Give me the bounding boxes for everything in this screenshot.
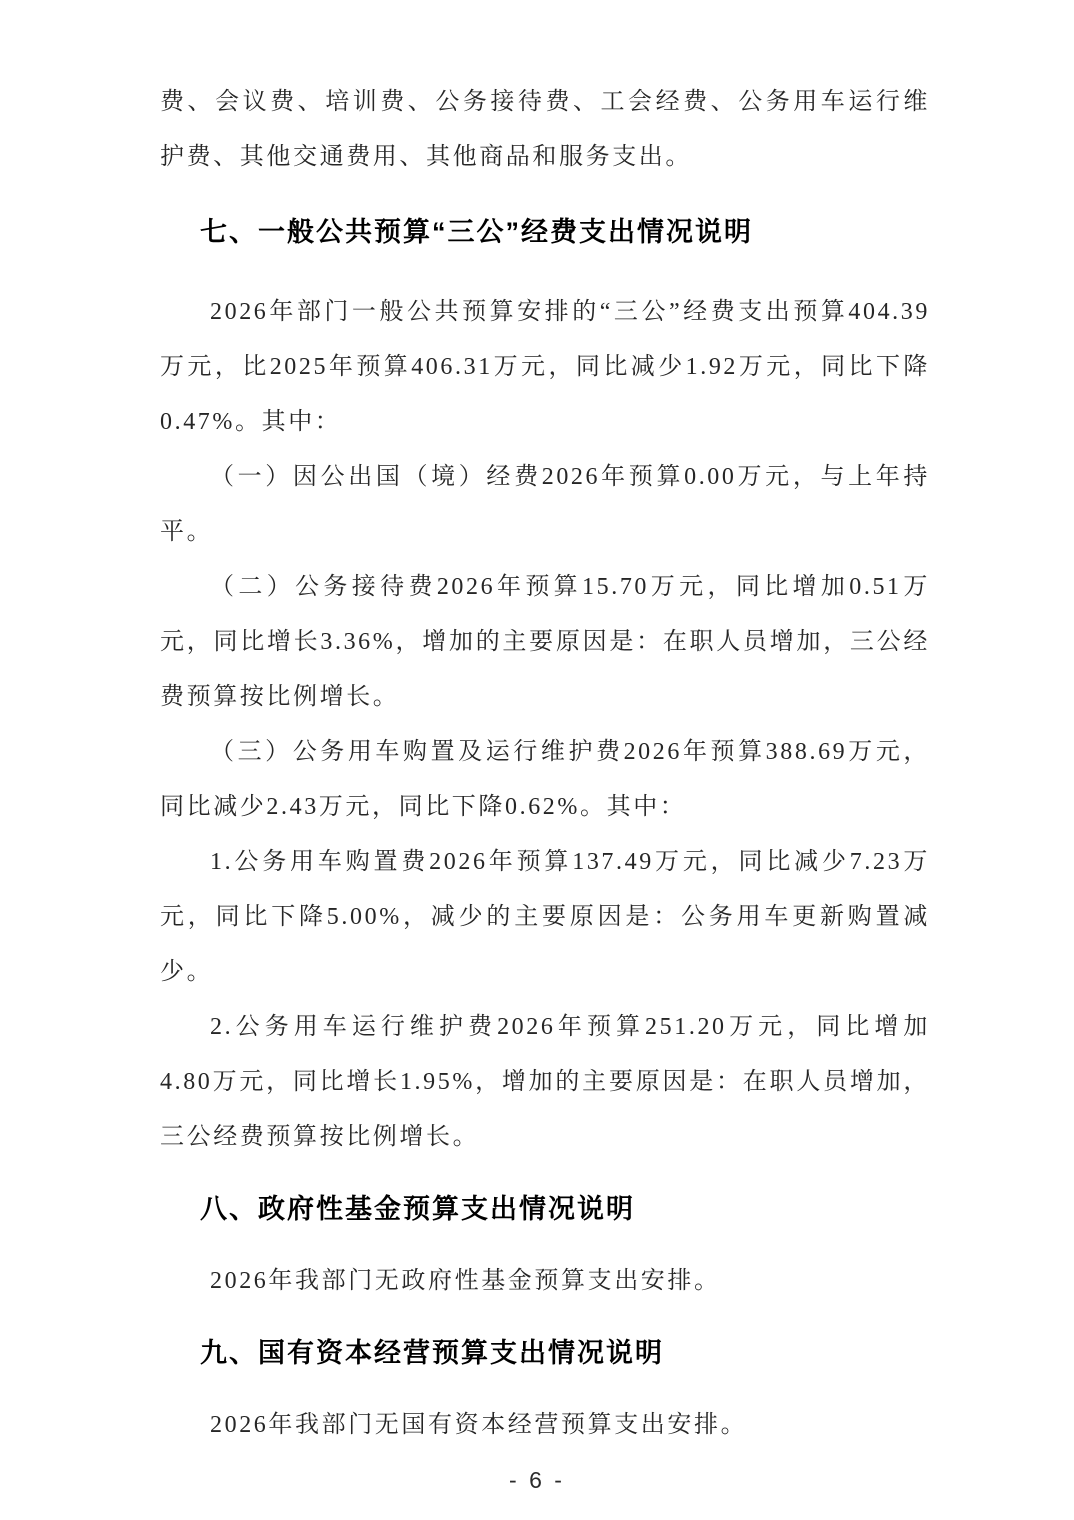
para-item-1-abroad-expense: （一）因公出国（境）经费2026年预算0.00万元，与上年持平。 — [160, 464, 930, 545]
para-vehicle-operation: 2.公务用车运行维护费2026年预算251.20万元，同比增加4.80万元，同比增长1.95%，增加的主要原因是：在职人员增加，三公经费预算按比例增长。 — [160, 1014, 930, 1150]
para-item-3-vehicle-expense: （三）公务用车购置及运行维护费2026年预算388.69万元，同比减少2.43万元，同比下降0.62%。其中： — [160, 739, 930, 820]
para-sangong-intro: 2026年部门一般公共预算安排的“三公”经费支出预算404.39万元，比2025年预算406.31万元，同比减少1.92万元，同比下降0.47%。其中： — [160, 299, 930, 435]
page-number: - 6 - — [509, 1467, 565, 1493]
heading-section-9: 九、国有资本经营预算支出情况说明 — [200, 1338, 664, 1368]
paragraph-continuation: 费、会议费、培训费、公务接待费、工会经费、公务用车运行维护费、其他交通费用、其他商品和服务支出。 — [160, 89, 930, 170]
para-section9-body: 2026年我部门无国有资本经营预算支出安排。 — [210, 1412, 748, 1438]
heading-section-7: 七、一般公共预算“三公”经费支出情况说明 — [200, 217, 753, 247]
para-item-2-reception-expense: （二）公务接待费2026年预算15.70万元，同比增加0.51万元，同比增长3.36%，增加的主要原因是：在职人员增加，三公经费预算按比例增长。 — [160, 574, 930, 710]
para-section8-body: 2026年我部门无政府性基金预算支出安排。 — [210, 1268, 721, 1294]
heading-section-8: 八、政府性基金预算支出情况说明 — [200, 1194, 635, 1224]
para-vehicle-purchase: 1.公务用车购置费2026年预算137.49万元，同比减少7.23万元，同比下降5.00%，减少的主要原因是：公务用车更新购置减少。 — [160, 849, 930, 985]
